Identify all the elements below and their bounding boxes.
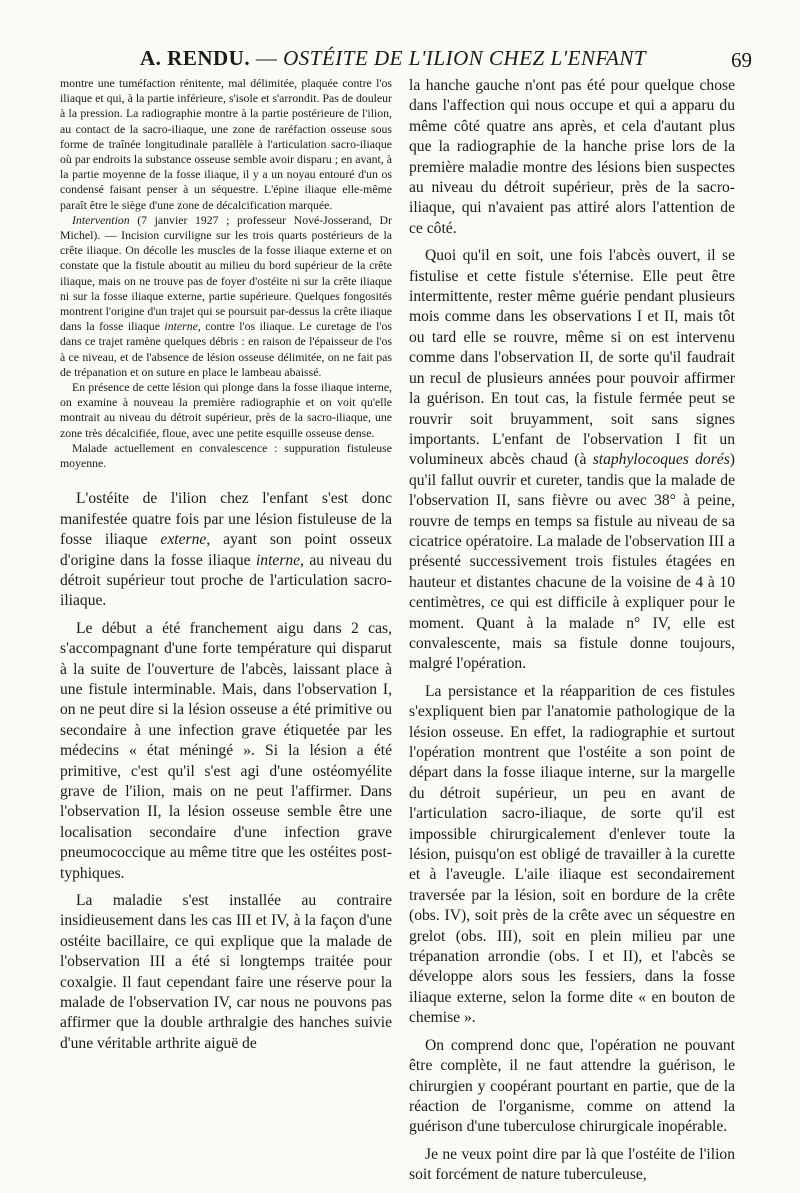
- note-paragraph: montre une tuméfaction rénitente, mal délimitée, plaquée contre l'os iliaque et qui, à la partie inférieure, s'isole et s'arrondit. Pas de douleur à la pression. La radiographie montre à la partie postérieure de l'ilion, au contact de la sacro-iliaque, une zone de raréfaction osseuse sous forme de traînée longitudinale parallèle à l'articulation sacro-iliaque où par endroits la substance osseuse semble avoir disparu ; en avant, à la partie moyenne de la fosse iliaque, il y a un noyau entouré d'un os condensé faisant penser à un séquestre. L'épine iliaque elle-même paraît être le siège d'une zone de décalcification marquée.: [60, 76, 392, 212]
- author-name: A. RENDU.: [140, 46, 251, 70]
- body-text-right: [409, 76, 735, 1186]
- case-note: [60, 76, 392, 471]
- body-paragraph: la hanche gauche n'ont pas été pour quelque chose dans l'affection qui nous occupe et qui a apparu du même côté quatre ans après, et cela d'autant plus que la radiographie de la hanche prise lors de la première maladie montre des lésions bien suspectes au niveau du détroit supérieur, près de la sacro-iliaque, qui n'avaient pas attiré alors l'attention de ce côté.: [409, 77, 735, 237]
- page-number: 69: [731, 48, 752, 72]
- body-paragraph: Quoi qu'il en soit, une fois l'abcès ouvert, il se fistulise et cette fistule s'éternise. Elle peut être intermittente, rester même guérie pendant plusieurs mois comme dans les observations I et II, mais tôt ou tard elle se rouvre, même si on est intervenu comme dans l'observation II, de sorte qu'il faudrait un recul de plusieurs années pour pouvoir affirmer la guérison. En tout cas, la fistule fermée peut se rouvrir soit bruyamment, soit sans signes importants. L'enfant de l'observation I fit un volumineux abcès chaud (à staphylocoques dorés) qu'il fallut ouvrir et cureter, tandis que la malade de l'observation II, sans fièvre ou avec 38° à peine, rouvre de temps en temps sa fistule au niveau de sa cicatrice opératoire. La malade de l'observation III a présenté successivement trois fistules étagées en hauteur et distantes chacune de la voisine de 4 à 10 centimètres, ce qui est difficile à expliquer pour le moment. Quant à la malade n° IV, elle est convalescente, mais sa fistule donne toujours, malgré l'opération.: [409, 247, 735, 673]
- body-paragraph: La persistance et la réapparition de ces fistules s'expliquent bien par l'anatomie pathologique de la lésion osseuse. En effet, la radiographie et surtout l'opération montrent que l'ostéite a son point de départ dans la fosse iliaque interne, sur la margelle du détroit supérieur, un peu en avant de l'articulation sacro-iliaque, de sorte qu'il est impossible chirurgicalement d'enlever toute la lésion, puisqu'on est obligé de travailler à la curette et à l'aveugle. L'aile iliaque est secondairement traversée par la lésion, soit en bordure de la crête (obs. IV), soit près de la crête avec un séquestre en grelot (obs. III), soit en plein milieu par une trépanation arrondie (obs. I et II), et l'abcès se développe alors sous les fessiers, dans la fosse iliaque externe, selon la forme dite « en bouton de chemise ».: [409, 682, 735, 1027]
- note-lead: Intervention: [72, 212, 130, 227]
- right-column: [409, 76, 735, 1193]
- running-head: [140, 46, 646, 71]
- left-column: [60, 76, 392, 1061]
- body-text-left: [60, 489, 392, 1054]
- article-title: OSTÉITE DE L'ILION CHEZ L'ENFANT: [283, 46, 647, 70]
- note-paragraph: En présence de cette lésion qui plonge dans la fosse iliaque interne, on examine à nouveau la première radiographie et on voit qu'elle montrait au niveau du détroit supérieur, près de la sacro-iliaque, une zone très décalcifiée, floue, avec une petite esquille osseuse dense.: [60, 380, 392, 440]
- note-paragraph: Malade actuellement en convalescence : suppuration fistuleuse moyenne.: [60, 440, 392, 471]
- body-paragraph: Le début a été franchement aigu dans 2 cas, s'accompagnant d'une forte température qui disparut à la suite de l'ouverture de l'abcès, laissant place à une fistule interminable. Mais, dans l'observation I, on ne peut dire si la lésion osseuse a été primitive ou secondaire à une infection grave étiquetée par les médecins « état méningé ». Si la lésion a été primitive, c'est qu'il s'est agi d'une ostéomyélite grave de l'ilion, mais on ne peut l'affirmer. Dans l'observation II, la lésion osseuse semble être une localisation secondaire d'une infection grave pneumococcique au même titre que les ostéites post-typhiques.: [60, 619, 392, 882]
- body-paragraph: La maladie s'est installée au contraire insidieusement dans les cas III et IV, à la façon d'une ostéite bacillaire, ce qui explique que la malade de l'observation III a été si longtemps traitée pour coxalgie. Il faut cependant faire une réserve pour la malade de l'observation IV, car nous ne pouvons pas affirmer que la double arthralgie des hanches suivie d'une véritable arthrite aiguë de: [60, 892, 392, 1052]
- body-paragraph: L'ostéite de l'ilion chez l'enfant s'est donc manifestée quatre fois par une lésion fistuleuse de la fosse iliaque externe, ayant son point osseux d'origine dans la fosse iliaque interne, au niveau du détroit supérieur tout proche de l'articulation sacro-iliaque.: [60, 490, 393, 610]
- body-paragraph: On comprend donc que, l'opération ne pouvant être complète, il ne faut attendre la guérison, le chirurgien y coopérant pourtant en partie, que de la réaction de l'organisme, comme on attend la guérison d'une tuberculose chirurgicale inopérable.: [409, 1036, 735, 1136]
- body-paragraph: Je ne veux point dire par là que l'ostéite de l'ilion soit forcément de nature tuberculeuse,: [409, 1145, 735, 1184]
- note-paragraph: Intervention (7 janvier 1927 ; professeur Nové-Josserand, Dr Michel). — Incision curviligne sur les trois quarts postérieurs de la crête iliaque. On décolle les muscles de la fosse iliaque externe et on constate que la fistule aboutit au milieu du bord supérieur de la crête iliaque, mais on ne trouve pas de foyer d'ostéite ni sur la crête iliaque ni sur la fosse iliaque externe, partie supérieure. Quelques fongosités montrent l'origine d'un trajet qui se poursuit par-dessus la crête iliaque dans la fosse iliaque interne, contre l'os iliaque. Le curetage de l'os dans ce trajet ramène quelques débris : en raison de l'épaisseur de l'os à ce niveau, et de l'absence de lésion osseuse délimitée, on ne fait pas de trépanation et on suture en place le lambeau abaissé.: [60, 212, 393, 379]
- header-dash: —: [255, 46, 278, 70]
